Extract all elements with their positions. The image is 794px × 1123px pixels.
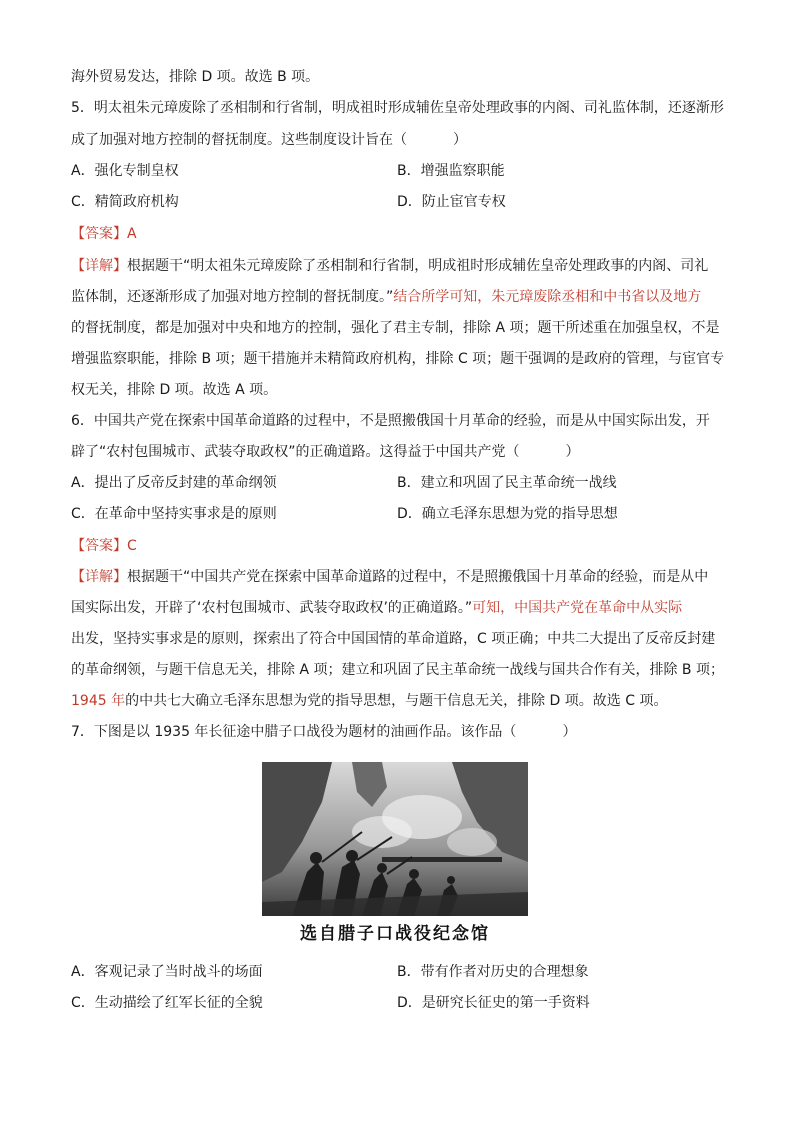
text-line: 增强监察职能，排除 B 项；题干措施并未精简政府机构，排除 C 项；题干强调的是政府的管理，与宦官专 bbox=[71, 351, 725, 367]
option-label: B．增强监察职能 bbox=[397, 163, 505, 179]
q7-option-a[interactable] bbox=[71, 962, 263, 982]
q5-option-d[interactable] bbox=[397, 192, 506, 212]
q6-explanation-line3 bbox=[71, 629, 731, 649]
option-label: A．提出了反帝反封建的革命纲领 bbox=[71, 475, 277, 491]
q7-option-b[interactable] bbox=[397, 962, 589, 982]
q6-option-c[interactable] bbox=[71, 504, 277, 524]
text-line: 6．中国共产党在探索中国革命道路的过程中，不是照搬俄国十月革命的经验，而是从中国实际出发，开 bbox=[71, 413, 710, 429]
option-label: C．在革命中坚持实事求是的原则 bbox=[71, 506, 277, 522]
q6-option-b[interactable] bbox=[397, 473, 617, 493]
prev-explanation-tail bbox=[71, 67, 731, 87]
option-label: A．客观记录了当时战斗的场面 bbox=[71, 964, 263, 980]
text-line: 监体制，还逐渐形成了加强对地方控制的督抚制度。” bbox=[71, 289, 394, 305]
option-label: D．确立毛泽东思想为党的指导思想 bbox=[397, 506, 618, 522]
q5-answer bbox=[71, 224, 731, 244]
answer-value: A bbox=[127, 226, 137, 242]
text-line: 成了加强对地方控制的督抚制度。这些制度设计旨在（ bbox=[71, 132, 407, 148]
text-line: 的中共七大确立毛泽东思想为党的指导思想，与题干信息无关，排除 D 项。故选 C 项。 bbox=[125, 693, 668, 709]
answer-value: C bbox=[127, 538, 137, 554]
text-line: 的革命纲领，与题干信息无关，排除 A 项；建立和巩固了民主革命统一战线与国共合作有关，排除 B 项； bbox=[71, 662, 724, 678]
option-label: C．生动描绘了红军长征的全貌 bbox=[71, 995, 263, 1011]
q7-stem bbox=[71, 722, 731, 742]
q5-explanation-line4 bbox=[71, 349, 731, 369]
q6-explanation-line2 bbox=[71, 598, 731, 618]
explanation-label: 【详解】 bbox=[71, 569, 127, 585]
q5-stem-line2 bbox=[71, 130, 731, 150]
q6-explanation-line1 bbox=[71, 567, 731, 587]
text-line: 国实际出发，开辟了‘农村包围城市、武装夺取政权’的正确道路。” bbox=[71, 600, 473, 616]
q6-stem-line1 bbox=[71, 411, 731, 431]
answer-label: 【答案】 bbox=[71, 226, 127, 242]
text-line-highlight: 1945 年 bbox=[71, 693, 126, 709]
option-label: A．强化专制皇权 bbox=[71, 163, 179, 179]
text-line-highlight: 结合所学可知，朱元璋废除丞相和中书省以及地方 bbox=[393, 289, 702, 305]
q6-option-a[interactable] bbox=[71, 473, 277, 493]
q5-option-a[interactable] bbox=[71, 161, 179, 181]
q7-option-d[interactable] bbox=[397, 993, 590, 1013]
q6-explanation-line5 bbox=[71, 691, 731, 711]
option-label: D．防止宦官专权 bbox=[397, 194, 506, 210]
bracket-close: ） bbox=[565, 444, 580, 460]
text-line: 出发，坚持实事求是的原则，探索出了符合中国国情的革命道路，C 项正确；中共二大提出了反帝反封建 bbox=[71, 631, 716, 647]
q6-stem-line2 bbox=[71, 442, 731, 462]
text-line: 根据题干“中国共产党在探索中国革命道路的过程中，不是照搬俄国十月革命的经验，而是从中 bbox=[127, 569, 709, 585]
q7-option-c[interactable] bbox=[71, 993, 263, 1013]
bracket-close: ） bbox=[562, 724, 577, 740]
figure-caption: 选自腊子口战役纪念馆 bbox=[300, 924, 490, 944]
text-line-highlight: 可知，中国共产党在革命中从实际 bbox=[472, 600, 683, 616]
text-line: 根据题干“明太祖朱元璋废除了丞相制和行省制，明成祖时形成辅佐皇帝处理政事的内阁、司礼 bbox=[127, 258, 709, 274]
text-line: 权无关，排除 D 项。故选 A 项。 bbox=[71, 382, 278, 398]
q6-answer bbox=[71, 536, 731, 556]
q5-option-b[interactable] bbox=[397, 161, 505, 181]
text-line: 7．下图是以 1935 年长征途中腊子口战役为题材的油画作品。该作品（ bbox=[71, 724, 517, 740]
q5-explanation-line5 bbox=[71, 380, 731, 400]
q5-stem-line1 bbox=[71, 98, 731, 118]
oil-painting-image bbox=[262, 762, 528, 916]
q5-explanation-line1 bbox=[71, 256, 731, 276]
q5-option-c[interactable] bbox=[71, 192, 179, 212]
text-line: 5．明太祖朱元璋废除了丞相制和行省制，明成祖时形成辅佐皇帝处理政事的内阁、司礼监体制，还逐渐形 bbox=[71, 100, 724, 116]
option-label: C．精简政府机构 bbox=[71, 194, 179, 210]
option-label: B．建立和巩固了民主革命统一战线 bbox=[397, 475, 617, 491]
q6-option-d[interactable] bbox=[397, 504, 618, 524]
battle-painting-illustration bbox=[262, 762, 528, 916]
text-line: 辟了“农村包围城市、武装夺取政权”的正确道路。这得益于中国共产党（ bbox=[71, 444, 520, 460]
explanation-label: 【详解】 bbox=[71, 258, 127, 274]
q5-explanation-line2 bbox=[71, 287, 731, 307]
q6-explanation-line4 bbox=[71, 660, 731, 680]
option-label: D．是研究长征史的第一手资料 bbox=[397, 995, 590, 1011]
answer-label: 【答案】 bbox=[71, 538, 127, 554]
bracket-close: ） bbox=[453, 132, 467, 148]
text-line: 海外贸易发达，排除 D 项。故选 B 项。 bbox=[71, 69, 320, 85]
text-line: 的督抚制度，都是加强对中央和地方的控制，强化了君主专制，排除 A 项；题干所述重在加强皇权，不是 bbox=[71, 320, 720, 336]
option-label: B．带有作者对历史的合理想象 bbox=[397, 964, 589, 980]
q5-explanation-line3 bbox=[71, 318, 731, 338]
